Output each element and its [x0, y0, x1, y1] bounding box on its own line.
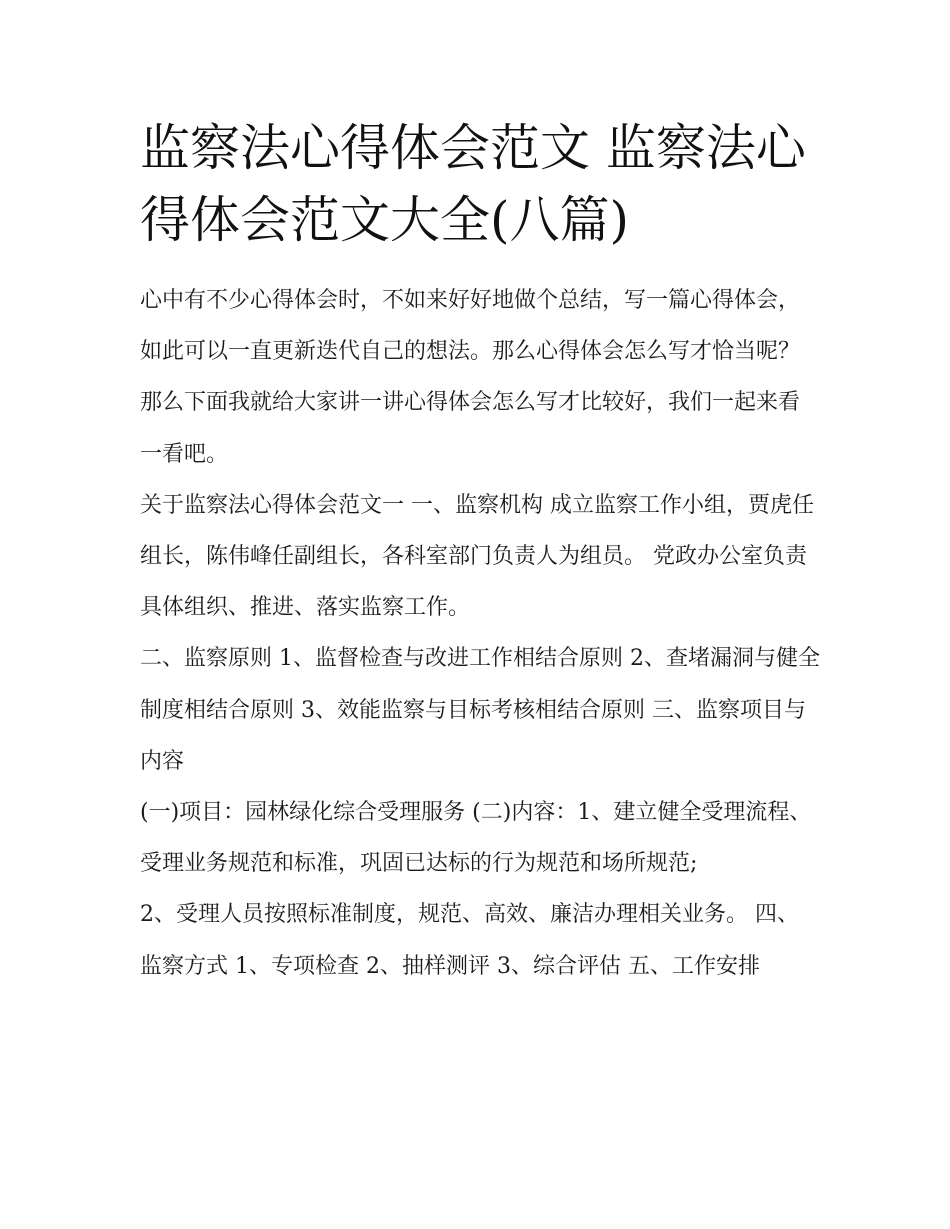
paragraph-project-content: (一)项目：园林绿化综合受理服务 (二)内容：1、建立健全受理流程、受理业务规范和标准，巩固已达标的行为规范和场所规范; [140, 800, 812, 877]
document-body [140, 275, 820, 992]
paragraph-methods: 2、受理人员按照标准制度，规范、高效、廉洁办理相关业务。 四、监察方式 1、专项检查 2、抽样测评 3、综合评估 五、工作安排 [140, 902, 799, 979]
paragraph-principles: 二、监察原则 1、监督检查与改进工作相结合原则 2、查堵漏洞与健全制度相结合原则 3、效能监察与目标考核相结合原则 三、监察项目与内容 [140, 646, 820, 774]
paragraph-section-one: 关于监察法心得体会范文一 一、监察机构 成立监察工作小组，贾虎任组长，陈伟峰任副组长，各科室部门负责人为组员。 党政办公室负责具体组织、推进、落实监察工作。 [140, 492, 814, 621]
paragraph-intro: 心中有不少心得体会时，不如来好好地做个总结，写一篇心得体会，如此可以一直更新迭代自己的想法。那么心得体会怎么写才恰当呢？那么下面我就给大家讲一讲心得体会怎么写才比较好，我们一起来看一看吧。 [140, 288, 801, 467]
document-title: 监察法心得体会范文 监察法心得体会范文大全(八篇) [140, 119, 806, 249]
